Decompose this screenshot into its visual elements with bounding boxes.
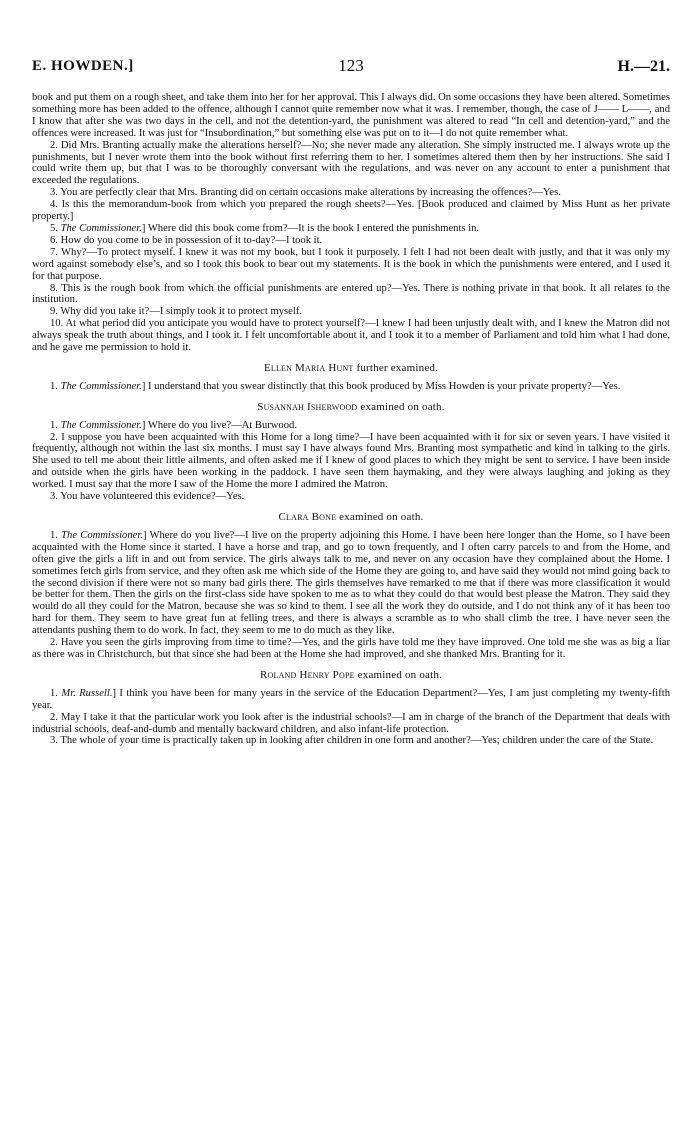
witness-status: further examined. [353,361,439,374]
testimony-paragraph [32,381,670,393]
paragraph-text: ] Where do you live?—At Burwood. [141,419,297,431]
witness-section-heading [32,512,670,524]
paragraph-text: ] Where do you live?—I live on the property adjoining this Home. I have been here longer than the Home, so I have been acquainted with the Home since it started. I have a horse and trap, and go to town frequently, and I often carry parcels to and from the Home, and often give the girls a lift in and out from service. The girls always talk to me, and never on any occasion have they complained about the Home. I sometimes fetch girls from service, and they often ask me which side of the Home they are going to, and have said they would not mind going back to the second division if there were not so many bad girls there. The girls themselves have remarked to me that if there was more classification it would be better for them. Then the girls on the first-class side have spoken to me as to what they could do that would best please the Matron. They said they would do all they could for the Matron, because she was so kind to them. I see all the work they do outside, and I do not think any of it has been too hard for them. They seem to have great fun at felling trees, and there is always a scramble as to who shall climb the tree. I have never seen the attendants pushing them to do work. In fact, they seem to me to do much as they like. [32,529,670,637]
testimony-paragraph [32,688,670,712]
testimony-paragraph [32,140,670,188]
paragraph-text: 6. How do you come to be in possession of it to-day?—I took it. [50,234,323,246]
paragraph-text: 8. This is the rough book from which the official punishments are entered up?—Yes. There is nothing private in that book. It all relates to the institution. [32,282,670,306]
witness-name: Susannah Isherwood [257,400,358,413]
page-header [32,58,670,78]
speaker-name: The Commissioner. [60,222,142,234]
testimony-paragraph [32,92,670,140]
paragraph-text: 3. The whole of your time is practically taken up in looking after children in one form and another?—Yes; children under the care of the State. [50,735,654,747]
paragraph-text: 7. Why?—To protect myself. I knew it was not my book, but I took it purposely. I felt I had not been dealt with justly, and that it was only my word against somebody else’s, and so I took this book to bear out my statements. It is the book in which the punishments were entered, and I used it for that purpose. [32,246,670,282]
testimony-paragraph [32,283,670,307]
speaker-name: Mr. Russell. [61,687,113,699]
testimony-paragraph [32,491,670,503]
testimony-paragraph [32,223,670,235]
paragraph-text: 3. You are perfectly clear that Mrs. Branting did on certain occasions make alterations by increasing the offences?—Yes. [50,187,561,199]
testimony-paragraph [32,712,670,736]
witness-header: E. HOWDEN.] [32,58,134,74]
paragraph-text: 10. At what period did you anticipate you would have to protect yourself?—I knew I had been unjustly dealt with, and I knew the Matron did not always speak the truth about things, and I took it. I felt uncomfortable about it, and I took it to a member of Parliament and told him what I had done, and he gave me permission to hold it. [32,318,670,354]
paragraph-text: 2. Did Mrs. Branting actually make the alterations herself?—No; she never made any alteration. She simply instructed me. I always wrote up the punishments, but I never wrote them into the book without first referring them to her. I sometimes altered them then by her instructions. She said I could write them up, but that I was to be thoroughly conversant with the regulations, and was never on any account to enter a punishment that exceeded the regulations. [32,139,670,187]
testimony-paragraph [32,637,670,661]
question-number: 1. [50,419,61,431]
witness-status: examined on oath. [336,511,424,523]
witness-status: examined on oath. [357,400,445,413]
paragraph-text: 2. May I take it that the particular work you look after is the industrial schools?—I am in charge of the branch of the Department that deals with industrial schools, deaf-and-dumb and mentally backward children, and also infant-life protection. [32,711,670,735]
paragraph-text: ] I understand that you swear distinctly that this book produced by Miss Howden is your private property?—Yes. [141,380,621,392]
paragraph-text: ] I think you have been for many years in the service of the Education Department?—Yes, I am just completing my twenty-fifth year. [32,687,670,711]
document-code: H.—21. [617,58,670,75]
testimony-paragraph [32,235,670,247]
paragraph-text: ] Where did this book come from?—It is the book I entered the punishments in. [141,222,480,234]
question-number: 1. [50,380,61,392]
paragraph-text: 3. You have volunteered this evidence?—Yes. [50,491,245,503]
witness-section-heading [32,363,670,375]
question-number: 1. [50,529,62,541]
witness-name: Roland Henry Pope [259,668,355,681]
speaker-name: The Commissioner. [61,529,143,541]
question-number: 1. [50,687,62,699]
testimony-paragraph [32,187,670,199]
testimony-paragraph [32,420,670,432]
paragraph-text: 4. Is this the memorandum-book from which you prepared the rough sheets?—Yes. [Book produced and claimed by Miss Hunt as her private property.] [32,199,670,223]
testimony-paragraph [32,432,670,492]
speaker-name: The Commissioner. [60,380,142,392]
witness-section-heading [32,670,670,682]
testimony-paragraph [32,199,670,223]
testimony-paragraph [32,306,670,318]
speaker-name: The Commissioner. [60,419,142,431]
testimony-paragraph [32,735,670,747]
testimony-paragraph [32,530,670,637]
witness-section-heading [32,402,670,414]
page-number: 123 [338,56,364,75]
paragraph-text: 2. Have you seen the girls improving from time to time?—Yes, and the girls have told me they have improved. One told me she was as big a liar as there was in Christchurch, but that since she had been at the Home she had improved, and she thanked Mrs. Branting for it. [32,637,670,660]
testimony-paragraph [32,318,670,354]
witness-name: Clara Bone [278,511,337,523]
testimony-paragraph [32,247,670,283]
paragraph-text: 9. Why did you take it?—I simply took it to protect myself. [50,306,302,318]
witness-name: Ellen Maria Hunt [263,361,354,374]
page-body [32,92,670,747]
paragraph-text: book and put them on a rough sheet, and take them into her for her approval. This I always did. On some occasions they have been altered. Sometimes something more has been added to the offence, although I cannot quite remember now what it was. I remember, though, the case of J—— L——, and I know that after she was two days in the cell, and not the detention-yard, the punishment was altered to read “In cell and detention-yard,” and the offences were increased. It was just for “Insubordination,” but something else was put on to it—I do not quite remember what. [32,92,670,139]
paragraph-text: 2. I suppose you have been acquainted with this Home for a long time?—I have been acquainted with it for six or seven years. I have visited it frequently, although not within the last six months. I must say I have always found Mrs. Branting most sympathetic and kind in talking to the girls. She used to tell me about their little ailments, and often asked me if I knew of good places to which they might be sent to service. I have been inside and outside when the girls have been working in the paddock. I have seen them haymaking, and they were always laughing and joking as they worked. I must say that the more I saw of the Home the more I admired the Matron. [32,431,670,491]
question-number: 5. [50,222,61,234]
witness-status: examined on oath. [354,668,443,681]
